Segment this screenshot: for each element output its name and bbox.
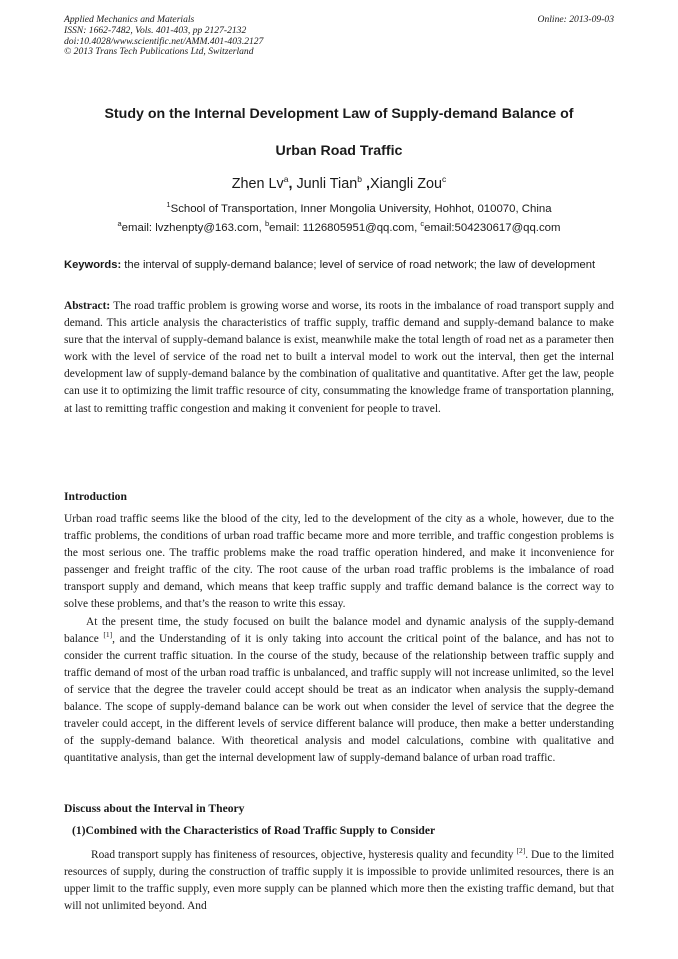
abstract [64,298,614,418]
paragraph [64,614,614,768]
journal-name: Applied Mechanics and Materials [64,14,195,25]
author-emails [0,221,678,235]
author-name: Xiangli Zou [370,176,442,192]
paragraph-text: At the present time, the study focused on built the balance model and dynamic analysis of the supply-demand balance [64,615,614,645]
citation-ref: [1] [103,629,113,639]
issn-line: ISSN: 1662-7482, Vols. 401-403, pp 2127-2132 [64,24,247,36]
affiliation-number: 1 [166,200,171,210]
email-superscript: a [117,219,122,229]
author-name: Junli Tian [296,176,358,192]
author-superscript: c [442,174,447,185]
author-name: Zhen Lv [231,176,284,192]
copyright-line: © 2013 Trans Tech Publications Ltd, Switzerland [64,46,254,58]
email-a: email: lvzhenpty@163.com, [121,222,265,234]
author-superscript: b [357,174,362,185]
section-heading-introduction: Introduction [64,490,127,503]
doi-line: doi:10.4028/www.scientific.net/AMM.401-403.2127 [64,35,264,47]
paragraph-text: , and the Understanding of it is only taking into account the critical point of the balance, and has not to consider the current traffic situation. In the course of the study, because of the relationship between traffic supply and traffic demand of most of the urban road traffic is unbalanced, and traffic supply will not increase unlimited, so the level of service that the degree the traveler could accept should be treat as an indicator when analysis the supply-demand balance. The scope of supply-demand balance can be work out when consider the level of service that the degree the traveler could accept, in the different levels of service different balance will produce, then make a better understanding of the supply-demand balance. With theoretical analysis and model calculations, combine with qualitative and quantitative analysis, than get the internal development law of supply-demand balance of urban road traffic. [64,632,614,765]
discuss-section [64,847,614,915]
email-superscript: c [420,219,425,229]
citation-ref: [2] [516,846,526,856]
paragraph-text: Road transport supply has finiteness of resources, objective, hysteresis quality and fecundity [91,849,517,861]
keywords-text: the interval of supply-demand balance; level of service of road network; the law of development [121,259,596,271]
affiliation [0,202,678,216]
online-date: Online: 2013-09-03 [537,14,614,25]
paragraph [64,847,614,915]
author-list [0,174,678,194]
journal-header [64,15,614,58]
author-separator: , [288,176,297,192]
subsection-heading: (1)Combined with the Characteristics of Road Traffic Supply to Consider [72,824,436,837]
author-separator: , [362,176,370,192]
author-superscript: a [283,174,289,185]
affiliation-text: School of Transportation, Inner Mongolia University, Hohhot, 010070, China [170,203,552,215]
email-c: email:504230617@qq.com [424,222,561,234]
email-b: email: 1126805951@qq.com, [269,222,421,234]
introduction-section [64,511,614,767]
keywords-label: Keywords: [64,259,122,271]
title-line-2: Urban Road Traffic [275,143,403,159]
abstract-text: The road traffic problem is growing worse and worse, its roots in the imbalance of road transport supply and demand. This article analysis the characteristics of traffic supply, traffic demand and supply-demand balance to make sure that the interval of supply-demand balance is exist, meanwhile make the total length of road net as a parameter then work with the level of service of the road net to built a interval model to work out the interval, then get the internal development law of supply-demand balance by the combination of qualitative and quantitative. After get the law, people can use it to optimizing the limit traffic resource of city, consummating the knowledge frame of transportation planning, at last to remitting traffic congestion and making it convenient for people to travel. [64,300,614,415]
email-superscript: b [264,219,270,229]
paper-title [40,96,638,170]
abstract-label: Abstract: [64,300,111,312]
paragraph: Urban road traffic seems like the blood of the city, led to the development of the city as a whole, however, due to the traffic problems, the conditions of urban road traffic became more and more terrible, and traffic congestion problems is the most serious one. The traffic problems make the road traffic operation hindered, and make it inconvenience for passenger and freight traffic of the city. The root cause of the urban road traffic problems is the imbalance of road transport supply and demand, which means that keep traffic supply and traffic demand balance is the correct way to solve these problems, and that’s the reason to write this essay. [64,513,614,611]
paragraph-text: . Due to the limited resources of supply, during the construction of traffic supply it is impossible to provide unlimited resources, there is an upper limit to the traffic supply, even more supply can be planned which more then the existing traffic demand, but that will not unlimited beyond. And [64,849,615,913]
title-line-1: Study on the Internal Development Law of Supply-demand Balance of [104,106,574,122]
keywords [64,257,614,274]
section-heading-discuss: Discuss about the Interval in Theory [64,802,245,815]
